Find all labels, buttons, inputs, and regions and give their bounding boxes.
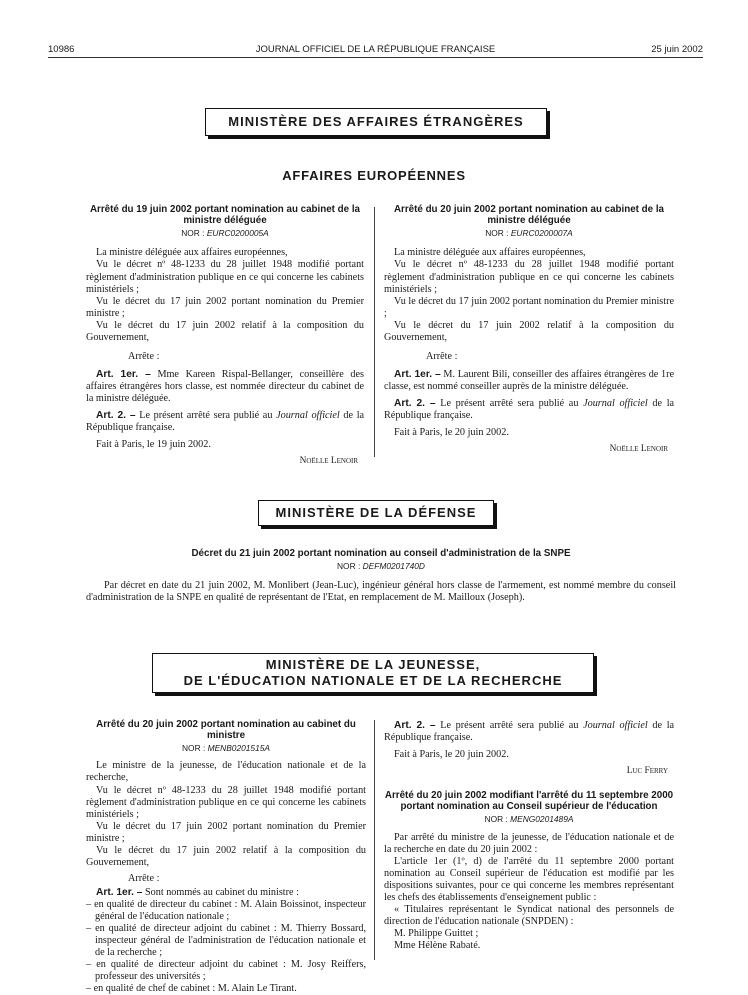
decree-left-col: [86, 205, 364, 467]
nor-ref: NOR : MENB0201515A: [182, 742, 270, 753]
ministry-name-line2: DE L'ÉDUCATION NATIONALE ET DE LA RECHERCHE: [183, 673, 563, 688]
paragraph: Vu le décret nº 48-1233 du 28 juillet 1948 modifié portant règlement d'administration publique en ce qui concerne les cabinets ministériels ;: [86, 259, 364, 295]
nor-ref: NOR : MENG0201489A: [484, 813, 574, 824]
signature: Noëlle Lenoir: [609, 443, 668, 454]
paragraph: Vu le décret nº 48-1233 du 28 juillet 1948 modifié portant règlement d'administration publique en ce qui concerne les cabinets ministériels ;: [86, 784, 366, 820]
ministry-box-affaires-etrangeres: [205, 108, 547, 136]
paragraph: La ministre déléguée aux affaires européennes,: [96, 247, 288, 259]
article-1: Art. 1er. – Mme Kareen Rispal-Bellanger, conseillère des affaires étrangères hors classe, est nommée directeur du cabinet de la ministre déléguée.: [86, 368, 364, 404]
decree-right-col: [384, 720, 674, 952]
arrete-label: Arrête :: [128, 872, 160, 884]
article-1: Art. 1er. – M. Laurent Bili, conseiller des affaires étrangères de 1re classe, est nommé conseiller auprès de la ministre déléguée.: [384, 368, 674, 392]
issue-date: 25 juin 2002: [651, 44, 703, 55]
signature: Luc Ferry: [626, 766, 668, 777]
nor-ref: NOR : EURC0200005A: [181, 227, 269, 238]
section-title: AFFAIRES EUROPÉENNES: [282, 168, 466, 183]
signature: Noëlle Lenoir: [299, 455, 358, 466]
ministry-name-line1: MINISTÈRE DE LA JEUNESSE,: [265, 657, 481, 673]
paragraph: Vu le décret du 17 juin 2002 relatif à la composition du Gouvernement,: [384, 319, 674, 343]
arrete-label: Arrête :: [426, 350, 458, 362]
paragraph: Vu le décret du 17 juin 2002 portant nomination du Premier ministre ;: [86, 820, 366, 844]
decree-title: Arrêté du 20 juin 2002 portant nomination au cabinet du ministre: [96, 719, 356, 741]
article-1: Art. 1er. – Sont nommés au cabinet du ministre :: [96, 886, 299, 898]
fait-a-paris: Fait à Paris, le 20 juin 2002.: [394, 426, 509, 438]
article-2: Art. 2. – Le présent arrêté sera publié au Journal officiel de la République française.: [384, 397, 675, 421]
paragraph: La ministre déléguée aux affaires européennes,: [394, 247, 586, 259]
decree-title: Arrêté du 20 juin 2002 modifiant l'arrêté du 11 septembre 2000 portant nomination au Conseil supérieur de l'éducation: [384, 790, 674, 812]
list-item: – en qualité de directeur du cabinet : M. Alain Boissinot, inspecteur général de l'éducation nationale ;: [86, 898, 366, 922]
nor-ref: NOR : EURC0200007A: [485, 227, 573, 238]
paragraph: « Titulaires représentant le Syndicat national des personnels de direction de l'éducation nationale (SNPDEN) :: [384, 903, 674, 927]
paragraph: L'article 1er (1º, d) de l'arrêté du 11 septembre 2000 portant nomination au Conseil supérieur de l'éducation est modifié par les dispositions suivantes, pour ce qui concerne les membres représentant les chefs des établissements d'enseignement public :: [384, 855, 674, 903]
list-item: – en qualité de directeur adjoint du cabinet : M. Thierry Bossard, inspecteur général de l'administration de l'éducation nationale et de la recherche ;: [86, 922, 366, 958]
paragraph: Par arrêté du ministre de la jeunesse, de l'éducation nationale et de la recherche en date du 20 juin 2002 :: [384, 831, 674, 855]
ministry-box-education: [152, 653, 594, 693]
paragraph: Vu le décret du 17 juin 2002 relatif à la composition du Gouvernement,: [86, 319, 364, 343]
journal-title: JOURNAL OFFICIEL DE LA RÉPUBLIQUE FRANÇAISE: [255, 44, 496, 55]
paragraph: Vu le décret du 17 juin 2002 portant nomination du Premier ministre ;: [384, 295, 674, 319]
decree-title: Arrêté du 19 juin 2002 portant nomination au cabinet de la ministre déléguée: [89, 204, 360, 226]
page-header: [48, 44, 703, 58]
paragraph: Mme Hélène Rabaté.: [394, 939, 481, 951]
decree-title: Arrêté du 20 juin 2002 portant nomination au cabinet de la ministre déléguée: [393, 204, 664, 226]
decree-right-col: [384, 205, 674, 455]
article-2: Art. 2. – Le présent arrêté sera publié au Journal officiel de la République française.: [86, 409, 365, 433]
nor-ref: NOR : DEFM0201740D: [337, 560, 425, 571]
fait-a-paris: Fait à Paris, le 20 juin 2002.: [394, 749, 509, 761]
column-divider: [374, 207, 375, 457]
decree-left-col: [86, 720, 366, 995]
header-rule: [48, 57, 703, 58]
column-divider: [374, 720, 375, 960]
arrete-label: Arrête :: [128, 350, 160, 362]
list-item: – en qualité de directeur adjoint du cabinet : M. Josy Reiffers, professeur des universités ;: [86, 958, 366, 982]
paragraph: Vu le décret nº 48-1233 du 28 juillet 1948 modifié portant règlement d'administration publique en ce qui concerne les cabinets ministériels ;: [384, 259, 674, 295]
paragraph: Par décret en date du 21 juin 2002, M. Monlibert (Jean-Luc), ingénieur général hors classe de l'armement, est nommé membre du conseil d'administration de la SNPE en qualité de représentant de l'Etat, en remplacement de M. Mailloux (Joseph).: [86, 579, 676, 603]
list-item: – en qualité de chef de cabinet : M. Alain Le Tirant.: [86, 983, 297, 994]
paragraph: Vu le décret du 17 juin 2002 portant nomination du Premier ministre ;: [86, 295, 364, 319]
paragraph: M. Philippe Guittet ;: [394, 927, 479, 939]
article-2: Art. 2. – Le présent arrêté sera publié au Journal officiel de la République française.: [384, 720, 675, 744]
decree-title: Décret du 21 juin 2002 portant nomination au conseil d'administration de la SNPE: [191, 548, 571, 559]
ministry-name: MINISTÈRE DES AFFAIRES ÉTRANGÈRES: [228, 114, 524, 130]
paragraph: Vu le décret du 17 juin 2002 relatif à la composition du Gouvernement,: [86, 844, 366, 868]
decree-defense: [86, 549, 676, 604]
page-number: 10986: [48, 44, 75, 55]
fait-a-paris: Fait à Paris, le 19 juin 2002.: [96, 438, 211, 450]
ministry-box-defense: [258, 500, 494, 526]
ministry-name: MINISTÈRE DE LA DÉFENSE: [275, 505, 477, 521]
paragraph: Le ministre de la jeunesse, de l'éducation nationale et de la recherche,: [86, 760, 366, 784]
